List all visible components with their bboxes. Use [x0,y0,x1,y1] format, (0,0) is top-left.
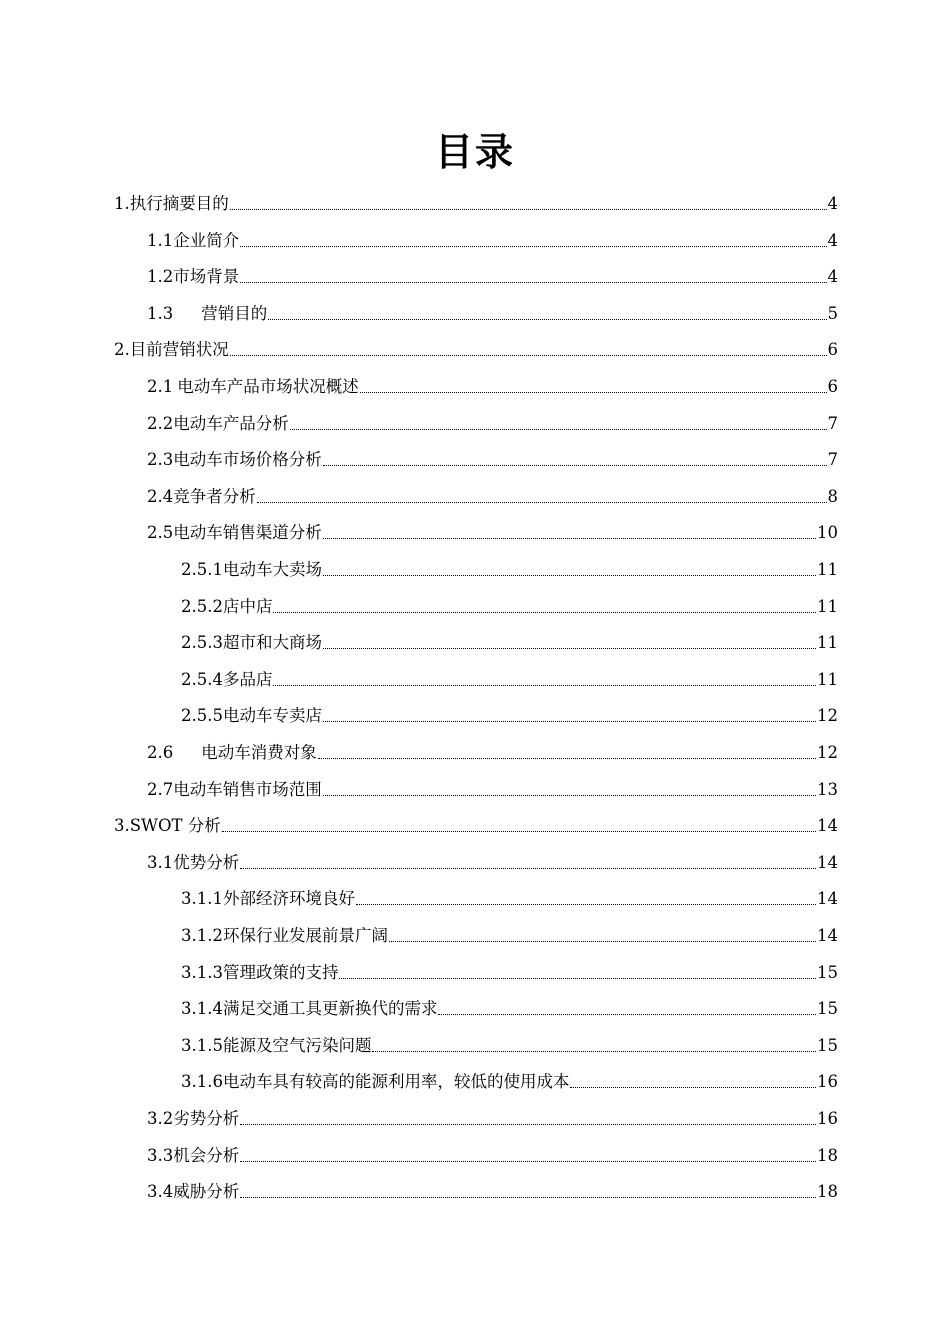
toc-entry-number: 1.3 [147,303,174,323]
toc-entry[interactable] [147,1142,838,1170]
toc-entry[interactable] [114,336,838,364]
toc-entry-page: 11 [817,560,838,579]
toc-entry-label: 电动车市场价格分析 [173,450,322,470]
toc-leader-dots [389,941,816,942]
toc-entry[interactable] [114,190,838,218]
toc-leader-dots [273,612,816,613]
toc-leader-dots [240,1161,816,1162]
toc-entry-label: 电动车产品市场状况概述 [177,377,359,396]
toc-entry-page: 14 [817,889,838,909]
toc-entry[interactable] [181,995,838,1023]
toc-entry-number: 3.1.5 [181,1035,223,1055]
toc-entry-label: 竞争者分析 [173,486,256,506]
toc-entry-label: 店中店 [222,596,273,616]
toc-leader-dots [240,246,826,247]
toc-leader-dots [339,978,816,979]
toc-entry-number: 3.3 [147,1145,174,1165]
toc-entry-number: 2. [114,340,130,360]
toc-entry-page: 7 [827,450,838,470]
toc-entry-number: 2.5.1 [181,560,223,579]
toc-entry-page: 4 [827,230,838,250]
toc-entry-number: 3.1.4 [181,999,223,1019]
toc-entry-number: 3.1 [147,852,174,872]
toc-leader-dots [240,868,816,869]
toc-leader-dots [318,758,816,759]
toc-entry-page: 16 [817,1109,838,1128]
toc-entry-label: 外部经济环境良好 [222,889,355,909]
toc-leader-dots [438,1014,816,1015]
toc-entry[interactable] [147,1178,838,1206]
toc-entry-label: 能源及空气污染问题 [222,1035,372,1055]
toc-leader-dots [240,1197,816,1198]
toc-entry[interactable] [181,593,838,621]
toc-entry-number: 3.1.1 [181,889,223,909]
toc-entry-page: 5 [827,303,838,323]
toc-entry[interactable] [114,812,838,840]
toc-entry-number: 3.1.3 [181,962,223,982]
toc-entry[interactable] [181,1032,838,1060]
toc-entry-label: SWOT 分析 [129,816,221,836]
toc-leader-dots [360,392,827,393]
toc-entry-number: 2.6 [147,743,174,762]
toc-entry-number: 1.2 [147,267,174,287]
toc-entry-label: 电动车产品分析 [173,413,289,433]
toc-entry-page: 14 [817,852,838,872]
toc-entry[interactable] [147,519,838,547]
toc-entry-number: 2.1 [147,377,174,396]
toc-entry-page: 18 [817,1182,838,1202]
toc-entry-page: 15 [817,1035,838,1055]
toc-entry-page: 15 [817,999,838,1019]
toc-entry-number: 3.1.6 [181,1072,223,1092]
toc-leader-dots [290,429,827,430]
toc-entry-label: 市场背景 [173,267,240,287]
toc-entry-label: 劣势分析 [173,1109,240,1128]
toc-entry-page: 11 [817,633,838,653]
toc-entry[interactable] [147,373,838,401]
toc-entry[interactable] [147,300,838,328]
toc-entry[interactable] [181,702,838,730]
toc-entry-number: 2.5.3 [181,633,223,653]
toc-entry-number: 2.5 [147,523,174,543]
toc-entry[interactable] [147,410,838,438]
toc-entry-label: 执行摘要目的 [129,194,229,213]
toc-entry-number: 2.4 [147,486,174,506]
toc-entry[interactable] [147,739,838,767]
toc-leader-dots [268,319,826,320]
toc-entry[interactable] [181,885,838,913]
toc-entry[interactable] [147,849,838,877]
toc-entry-page: 18 [817,1145,838,1165]
toc-title: 目录 [434,130,515,174]
toc-leader-dots [323,575,816,576]
toc-leader-dots [356,904,816,905]
toc-entry-label: 营销目的 [201,303,268,323]
toc-leader-dots [222,831,816,832]
toc-leader-dots [273,685,816,686]
toc-entry-label: 企业简介 [173,230,240,250]
toc-entry-label: 机会分析 [173,1145,240,1165]
toc-entry-number: 2.5.2 [181,596,223,616]
toc-leader-dots [570,1087,816,1088]
toc-entry[interactable] [181,666,838,694]
toc-leader-dots [240,1124,816,1125]
toc-entry[interactable] [147,1105,838,1133]
toc-entry-page: 12 [817,743,838,762]
toc-leader-dots [240,282,826,283]
toc-entry-label: 优势分析 [173,852,240,872]
toc-entry-page: 11 [817,596,838,616]
toc-entry-page: 7 [827,413,838,433]
toc-entry-page: 11 [817,669,838,689]
toc-entry-page: 10 [817,523,838,543]
toc-entry-label: 电动车大卖场 [222,560,322,579]
toc-entry-page: 14 [817,926,838,945]
toc-entry[interactable] [147,263,838,291]
toc-entry-page: 6 [827,340,838,360]
toc-entry[interactable] [181,629,838,657]
toc-leader-dots [257,502,827,503]
toc-entry-label: 超市和大商场 [222,633,322,653]
toc-entry-label: 电动车专卖店 [222,706,322,726]
toc-entry-number: 2.5.5 [181,706,223,726]
toc-entry-label: 电动车销售渠道分析 [173,523,322,543]
toc-entry-number: 1.1 [147,230,174,250]
toc-entry-page: 4 [827,194,838,213]
toc-entry[interactable] [181,1068,838,1096]
toc-entry-number: 2.7 [147,779,174,799]
toc-entry-number: 2.3 [147,450,174,470]
toc-entry-page: 14 [817,816,838,836]
toc-leader-dots [230,355,827,356]
toc-entry-label: 管理政策的支持 [222,962,339,982]
toc-entry-number: 1. [114,194,130,213]
toc-leader-dots [323,721,816,722]
toc-entry-label: 电动车具有较高的能源利用率，较低的使用成本 [222,1072,570,1092]
toc-entry-page: 13 [817,779,838,799]
toc-entry-page: 12 [817,706,838,726]
toc-leader-dots [323,795,816,796]
toc-entry[interactable] [147,483,838,511]
toc-entry-label: 威胁分析 [173,1182,240,1202]
toc-entry-label: 满足交通工具更新换代的需求 [222,999,438,1019]
toc-entry-label: 电动车销售市场范围 [173,779,322,799]
toc-entry-label: 目前营销状况 [129,340,229,360]
toc-entry-number: 3.4 [147,1182,174,1202]
toc-entry-number: 3.1.2 [181,926,223,945]
toc-leader-dots [323,538,816,539]
toc-entry[interactable] [181,922,838,950]
toc-leader-dots [323,465,827,466]
toc-leader-dots [230,209,827,210]
toc-entry-number: 2.2 [147,413,174,433]
toc-entry[interactable] [147,776,838,804]
toc-entry-number: 3. [114,816,130,836]
toc-entry-number: 3.2 [147,1109,174,1128]
toc-leader-dots [372,1051,816,1052]
toc-entry-number: 2.5.4 [181,669,223,689]
toc-entry[interactable] [181,959,838,987]
toc-entry[interactable] [147,446,838,474]
toc-entry-label: 电动车消费对象 [201,743,317,762]
toc-leader-dots [323,648,816,649]
toc-entry-label: 环保行业发展前景广阔 [222,926,388,945]
toc-entry-page: 8 [827,486,838,506]
toc-entry-page: 4 [827,267,838,287]
toc-entry[interactable] [147,227,838,255]
toc-entry-label: 多品店 [222,669,273,689]
toc-entry-page: 6 [827,377,838,396]
toc-entry-page: 16 [817,1072,838,1092]
toc-entry[interactable] [181,556,838,584]
toc-entry-page: 15 [817,962,838,982]
